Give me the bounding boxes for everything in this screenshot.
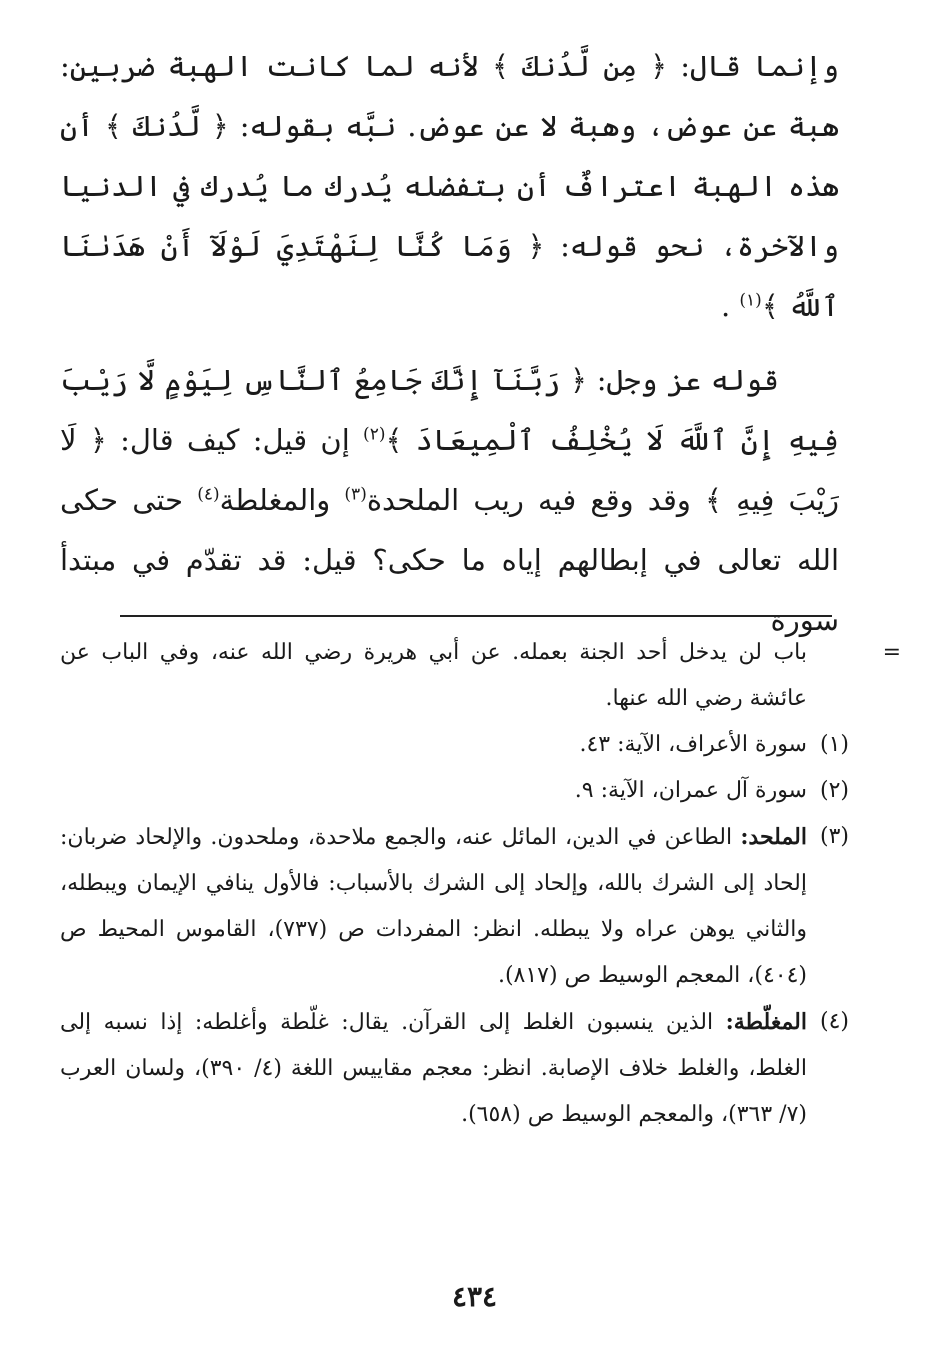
paragraph-2-text-a: قوله عز وجل: ﴿ رَبَّنَآ إِنَّكَ جَامِعُ ٱلنَّاسِ لِيَوْمٍ لَّا رَيْبَ فِيهِ إِنَّ ٱللَّهَ لَا يُخْلِفُ ٱلْمِيعَادَ ﴾ xyxy=(60,363,839,457)
paragraph-1 xyxy=(60,36,839,336)
footnote-1-mark: (١) xyxy=(819,732,849,757)
footnote-3-mark: (٣) xyxy=(819,824,849,849)
main-text xyxy=(60,36,839,650)
footnote-ref-1: (١) xyxy=(739,290,762,311)
paragraph-2 xyxy=(60,350,839,650)
continuation-mark: = xyxy=(882,640,901,665)
footnotes xyxy=(60,630,901,1138)
footnote-3-text: الطاعن في الدين، المائل عنه، والجمع ملاحدة، وملحدون. والإلحاد ضربان: إلحاد إلى الشرك بالله، وإلحاد إلى الشرك بالأسباب: فالأول ينافي الإيمان ويبطله، والثاني يوهن عراه ولا يبطله. انظر: المفردات ص (٧٣٧)، القاموس المحيط ص (٤٠٤)، المعجم الوسيط ص (٨١٧). xyxy=(60,825,808,988)
footnote-3-term: الملحد: xyxy=(740,824,807,850)
page-number: ٤٣٤ xyxy=(451,1280,498,1313)
continuation-text: باب لن يدخل أحد الجنة بعمله. عن أبي هريرة رضي الله عنه، وفي الباب عن عائشة رضي الله عنها. xyxy=(60,640,807,711)
footnote-4-term: المغلّطة: xyxy=(725,1009,807,1035)
paragraph-1-end: . xyxy=(720,289,731,323)
paragraph-1-text: وإنما قال: ﴿ مِن لَّدُنكَ ﴾ لأنه لما كانت الهبة ضربين: هبة عن عوض، وهبة لا عن عوض. نبَّه بقوله: ﴿ لَّدُنكَ ﴾ أن هذه الهبة اعترافٌ أن بتفضله يُدرك ما يُدرك في الدنيا والآخرة، نحو قوله: ﴿ وَمَا كُنَّا لِنَهْتَدِيَ لَوْلَآ أَنْ هَدَىٰنَا ٱللَّهُ ﴾ xyxy=(60,49,839,323)
footnote-1 xyxy=(60,722,849,768)
paragraph-2-text-d: حتى حكى الله تعالى في إبطالهم إياه ما حكى؟ قيل: قد تقدّم في مبتدأ سورة xyxy=(60,483,839,637)
paragraph-2-text-b: إن قيل: كيف قال: ﴿ لَا رَيْبَ فِيهِ ﴾ وقد وقع فيه ريب الملحدة xyxy=(60,423,840,517)
footnote-2-text: سورة آل عمران، الآية: ٩. xyxy=(574,778,807,803)
footnote-2 xyxy=(60,768,849,814)
footnote-1-text: سورة الأعراف، الآية: ٤٣. xyxy=(579,732,807,757)
footnote-4-mark: (٤) xyxy=(819,1009,849,1034)
footnote-2-mark: (٢) xyxy=(819,778,849,803)
footnote-4-text: الذين ينسبون الغلط إلى القرآن. يقال: غلّطة وأغلطه: إذا نسبه إلى الغلط، والغلط خلاف الإصابة. انظر: معجم مقاييس اللغة (٤/ ٣٩٠)، ولسان العرب (٧/ ٣٦٣)، والمعجم الوسيط ص (٦٥٨). xyxy=(60,1010,808,1127)
footnote-4 xyxy=(60,999,849,1138)
paragraph-2-text-c: والمغلطة xyxy=(219,483,345,517)
footnote-ref-3: (٣) xyxy=(344,484,367,505)
footnote-separator xyxy=(120,615,832,617)
footnote-ref-2: (٢) xyxy=(363,424,386,445)
footnote-ref-4: (٤) xyxy=(197,484,220,505)
footnote-3 xyxy=(60,814,849,999)
footnote-continuation xyxy=(60,630,901,722)
